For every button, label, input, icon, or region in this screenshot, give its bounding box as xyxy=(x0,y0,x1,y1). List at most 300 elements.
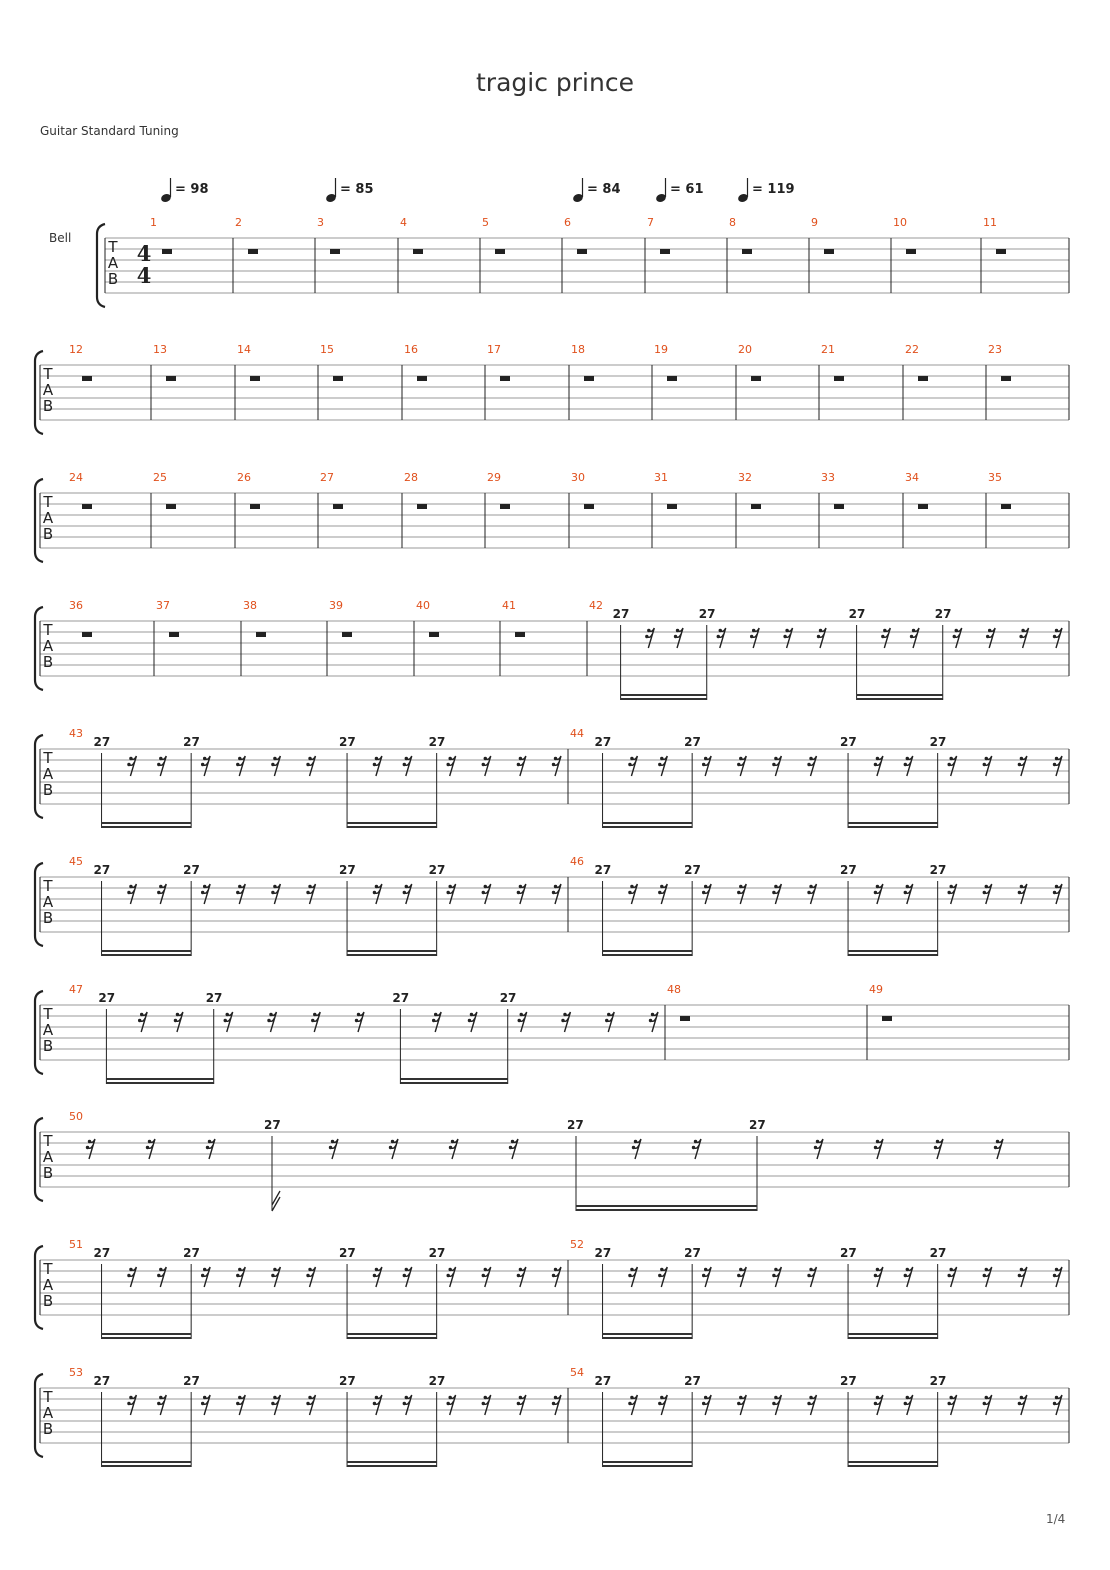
sixteenth-rest xyxy=(1018,756,1027,776)
note-beam xyxy=(848,954,938,956)
note-beam xyxy=(102,1337,192,1339)
sixteenth-rest xyxy=(224,1012,233,1032)
measure-number: 24 xyxy=(69,471,83,484)
whole-rest xyxy=(166,504,176,509)
whole-rest xyxy=(342,632,352,637)
sixteenth-rest xyxy=(552,884,561,904)
note-beam xyxy=(848,1465,938,1467)
system-bracket xyxy=(35,479,43,562)
sixteenth-rest xyxy=(1053,884,1062,904)
measure-number: 38 xyxy=(243,599,257,612)
tab-clef-letter: A xyxy=(42,1276,54,1294)
fret-number: 27 xyxy=(840,1246,857,1260)
sixteenth-rest xyxy=(881,628,890,648)
fret-number: 27 xyxy=(183,1374,200,1388)
sixteenth-rest xyxy=(904,1267,913,1287)
sixteenth-rest xyxy=(692,1139,701,1159)
fret-number: 27 xyxy=(428,863,446,877)
note-beam xyxy=(347,1461,437,1463)
measure-number: 54 xyxy=(570,1366,584,1379)
sixteenth-rest xyxy=(628,1267,637,1287)
sixteenth-rest xyxy=(201,1395,210,1415)
fret-number: 27 xyxy=(612,607,630,621)
sixteenth-rest xyxy=(509,1139,518,1159)
sixteenth-rest xyxy=(632,1139,641,1159)
sixteenth-rest xyxy=(517,1395,526,1415)
note-flag xyxy=(272,1191,280,1211)
note-beam xyxy=(102,1333,192,1335)
measure-number: 30 xyxy=(571,471,585,484)
tab-clef-letter: B xyxy=(42,397,54,415)
note-beam xyxy=(347,950,437,952)
note-beam xyxy=(347,1465,437,1467)
sixteenth-rest xyxy=(127,884,136,904)
measure-number: 45 xyxy=(69,855,83,868)
measure-number: 47 xyxy=(69,983,83,996)
tempo-marking: = 84 xyxy=(587,182,621,197)
whole-rest xyxy=(417,376,427,381)
sixteenth-rest xyxy=(201,756,210,776)
sixteenth-rest xyxy=(146,1139,155,1159)
tuning-label: Guitar Standard Tuning xyxy=(40,124,179,138)
time-signature-bottom: 4 xyxy=(136,263,152,288)
sixteenth-rest xyxy=(127,1267,136,1287)
sixteenth-rest xyxy=(934,1139,943,1159)
measure-number: 5 xyxy=(482,216,489,229)
measure-number: 35 xyxy=(988,471,1002,484)
sixteenth-rest xyxy=(403,1267,412,1287)
measure-number: 49 xyxy=(869,983,883,996)
whole-rest xyxy=(667,376,677,381)
whole-rest xyxy=(834,504,844,509)
sixteenth-rest xyxy=(236,756,245,776)
whole-rest xyxy=(882,1016,892,1021)
sixteenth-rest xyxy=(702,1395,711,1415)
measure-number: 12 xyxy=(69,343,83,356)
whole-rest xyxy=(250,504,260,509)
tab-clef-letter: A xyxy=(42,1404,54,1422)
fret-number: 27 xyxy=(840,735,857,749)
tab-clef-letter: A xyxy=(42,1148,54,1166)
sixteenth-rest xyxy=(271,1395,280,1415)
measure-number: 37 xyxy=(156,599,170,612)
fret-number: 27 xyxy=(183,1246,200,1260)
measure-number: 13 xyxy=(153,343,167,356)
whole-rest xyxy=(248,249,258,254)
whole-rest xyxy=(413,249,423,254)
sixteenth-rest xyxy=(127,756,136,776)
sixteenth-rest xyxy=(86,1139,95,1159)
whole-rest xyxy=(429,632,439,637)
note-beam xyxy=(106,1078,213,1080)
measure-number: 11 xyxy=(983,216,997,229)
sixteenth-rest xyxy=(306,1395,315,1415)
note-beam xyxy=(603,950,693,952)
tab-clef-letter: A xyxy=(42,765,54,783)
sixteenth-rest xyxy=(446,884,455,904)
fret-number: 27 xyxy=(929,1246,947,1260)
sixteenth-rest xyxy=(373,756,382,776)
sixteenth-rest xyxy=(482,756,491,776)
fret-number: 27 xyxy=(594,1246,612,1260)
note-beam xyxy=(400,1082,507,1084)
fret-number: 27 xyxy=(698,607,716,621)
fret-number: 27 xyxy=(684,863,701,877)
sixteenth-rest xyxy=(953,628,962,648)
system-bracket xyxy=(35,1246,43,1329)
whole-rest xyxy=(1001,376,1011,381)
whole-rest xyxy=(82,376,92,381)
tab-clef-letter: T xyxy=(108,238,118,256)
fret-number: 27 xyxy=(929,863,947,877)
tab-clef-letter: A xyxy=(42,1021,54,1039)
note-beam xyxy=(106,1082,213,1084)
sixteenth-rest xyxy=(403,756,412,776)
measure-number: 44 xyxy=(570,727,584,740)
sixteenth-rest xyxy=(817,628,826,648)
tab-clef-letter: A xyxy=(42,637,54,655)
fret-number: 27 xyxy=(264,1118,281,1132)
fret-number: 27 xyxy=(392,991,410,1005)
note-beam xyxy=(102,826,192,828)
sixteenth-rest xyxy=(482,1395,491,1415)
sixteenth-rest xyxy=(174,1012,183,1032)
sixteenth-rest xyxy=(306,756,315,776)
fret-number: 27 xyxy=(684,1246,701,1260)
sixteenth-rest xyxy=(236,1395,245,1415)
sixteenth-rest xyxy=(947,1267,956,1287)
measure-number: 17 xyxy=(487,343,501,356)
fret-number: 27 xyxy=(183,863,200,877)
whole-rest xyxy=(584,376,594,381)
system-bracket xyxy=(35,607,43,690)
tab-clef-letter: B xyxy=(42,653,54,671)
measure-number: 52 xyxy=(570,1238,584,1251)
measure-number: 21 xyxy=(821,343,835,356)
sixteenth-rest xyxy=(311,1012,320,1032)
whole-rest xyxy=(330,249,340,254)
time-signature-top: 4 xyxy=(136,241,152,266)
sixteenth-rest xyxy=(157,1395,166,1415)
tempo-marking: = 61 xyxy=(670,182,704,197)
sixteenth-rest xyxy=(628,1395,637,1415)
fret-number: 27 xyxy=(98,991,116,1005)
fret-number: 27 xyxy=(594,1374,612,1388)
measure-number: 8 xyxy=(729,216,736,229)
fret-number: 27 xyxy=(840,1374,857,1388)
measure-number: 50 xyxy=(69,1110,83,1123)
sixteenth-rest xyxy=(874,1139,883,1159)
sixteenth-rest xyxy=(874,884,883,904)
fret-number: 27 xyxy=(594,863,612,877)
measure-number: 40 xyxy=(416,599,430,612)
tab-clef-letter: T xyxy=(43,749,53,767)
sixteenth-rest xyxy=(552,1395,561,1415)
measure-number: 1 xyxy=(150,216,157,229)
sixteenth-rest xyxy=(468,1012,477,1032)
sixteenth-rest xyxy=(807,884,816,904)
fret-number: 27 xyxy=(428,1246,446,1260)
whole-rest xyxy=(680,1016,690,1021)
whole-rest xyxy=(333,376,343,381)
system-bracket xyxy=(35,863,43,946)
sixteenth-rest xyxy=(201,1267,210,1287)
sixteenth-rest xyxy=(658,884,667,904)
measure-number: 34 xyxy=(905,471,919,484)
tab-clef-letter: B xyxy=(42,1037,54,1055)
sixteenth-rest xyxy=(517,884,526,904)
whole-rest xyxy=(918,504,928,509)
sixteenth-rest xyxy=(874,1395,883,1415)
sixteenth-rest xyxy=(1053,628,1062,648)
whole-rest xyxy=(918,376,928,381)
measure-number: 43 xyxy=(69,727,83,740)
sixteenth-rest xyxy=(994,1139,1003,1159)
note-beam xyxy=(603,826,693,828)
sixteenth-rest xyxy=(605,1012,614,1032)
fret-number: 27 xyxy=(929,1374,947,1388)
measure-number: 32 xyxy=(738,471,752,484)
page-number: 1/4 xyxy=(1046,1512,1066,1526)
fret-number: 27 xyxy=(749,1118,766,1132)
note-beam xyxy=(400,1078,507,1080)
sixteenth-rest xyxy=(127,1395,136,1415)
sixteenth-rest xyxy=(306,1267,315,1287)
fret-number: 27 xyxy=(428,735,446,749)
sixteenth-rest xyxy=(389,1139,398,1159)
whole-rest xyxy=(667,504,677,509)
tab-clef-letter: A xyxy=(42,509,54,527)
sixteenth-rest xyxy=(517,1267,526,1287)
measure-number: 33 xyxy=(821,471,835,484)
sixteenth-rest xyxy=(702,884,711,904)
whole-rest xyxy=(515,632,525,637)
note-beam xyxy=(848,822,938,824)
system-bracket xyxy=(35,351,43,434)
note-beam xyxy=(603,1333,693,1335)
fret-number: 27 xyxy=(594,735,612,749)
measure-number: 6 xyxy=(564,216,571,229)
note-beam xyxy=(102,822,192,824)
sixteenth-rest xyxy=(983,756,992,776)
sixteenth-rest xyxy=(702,756,711,776)
measure-number: 10 xyxy=(893,216,907,229)
measure-number: 27 xyxy=(320,471,334,484)
note-beam xyxy=(603,822,693,824)
measure-number: 42 xyxy=(589,599,603,612)
sixteenth-rest xyxy=(658,1395,667,1415)
note-beam xyxy=(848,1333,938,1335)
sixteenth-rest xyxy=(561,1012,570,1032)
note-beam xyxy=(102,954,192,956)
tab-clef-letter: B xyxy=(42,781,54,799)
whole-rest xyxy=(660,249,670,254)
fret-number: 27 xyxy=(339,1246,356,1260)
note-beam xyxy=(102,950,192,952)
sixteenth-rest xyxy=(552,1267,561,1287)
note-beam xyxy=(857,698,943,700)
sixteenth-rest xyxy=(157,884,166,904)
fret-number: 27 xyxy=(183,735,200,749)
sixteenth-rest xyxy=(702,1267,711,1287)
note-beam xyxy=(347,826,437,828)
tempo-marking: = 98 xyxy=(175,182,209,197)
note-beam xyxy=(603,1337,693,1339)
tab-clef-letter: B xyxy=(107,270,119,288)
measure-number: 2 xyxy=(235,216,242,229)
sixteenth-rest xyxy=(201,884,210,904)
whole-rest xyxy=(906,249,916,254)
sixteenth-rest xyxy=(271,1267,280,1287)
tab-clef-letter: B xyxy=(42,909,54,927)
measure-number: 26 xyxy=(237,471,251,484)
system-bracket xyxy=(97,224,105,307)
measure-number: 9 xyxy=(811,216,818,229)
sixteenth-rest xyxy=(432,1012,441,1032)
tab-clef-letter: B xyxy=(42,525,54,543)
measure-number: 23 xyxy=(988,343,1002,356)
tab-clef-letter: T xyxy=(43,1005,53,1023)
fret-number: 27 xyxy=(93,735,111,749)
sixteenth-rest xyxy=(904,884,913,904)
sixteenth-rest xyxy=(206,1139,215,1159)
tab-clef-letter: A xyxy=(107,254,119,272)
sixteenth-rest xyxy=(737,1395,746,1415)
sixteenth-rest xyxy=(157,756,166,776)
measure-number: 39 xyxy=(329,599,343,612)
sixteenth-rest xyxy=(236,884,245,904)
fret-number: 27 xyxy=(339,1374,356,1388)
tab-clef-letter: T xyxy=(43,365,53,383)
sixteenth-rest xyxy=(449,1139,458,1159)
tab-clef-letter: T xyxy=(43,877,53,895)
sixteenth-rest xyxy=(403,1395,412,1415)
sixteenth-rest xyxy=(1018,1267,1027,1287)
sixteenth-rest xyxy=(482,1267,491,1287)
whole-rest xyxy=(1001,504,1011,509)
note-beam xyxy=(347,822,437,824)
note-beam xyxy=(621,694,707,696)
measure-number: 3 xyxy=(317,216,324,229)
sixteenth-rest xyxy=(373,1267,382,1287)
sixteenth-rest xyxy=(267,1012,276,1032)
note-beam xyxy=(102,1461,192,1463)
whole-rest xyxy=(834,376,844,381)
fret-number: 27 xyxy=(929,735,947,749)
note-beam xyxy=(576,1209,757,1211)
whole-rest xyxy=(82,504,92,509)
sixteenth-rest xyxy=(1018,884,1027,904)
note-beam xyxy=(347,1337,437,1339)
sixteenth-rest xyxy=(658,756,667,776)
score-title: tragic prince xyxy=(476,68,634,97)
measure-number: 25 xyxy=(153,471,167,484)
sixteenth-rest xyxy=(138,1012,147,1032)
sixteenth-rest xyxy=(772,884,781,904)
sixteenth-rest xyxy=(403,884,412,904)
whole-rest xyxy=(169,632,179,637)
fret-number: 27 xyxy=(205,991,223,1005)
sixteenth-rest xyxy=(783,628,792,648)
sixteenth-rest xyxy=(236,1267,245,1287)
measure-number: 31 xyxy=(654,471,668,484)
sixteenth-rest xyxy=(446,1267,455,1287)
tab-clef-letter: T xyxy=(43,1132,53,1150)
measure-number: 22 xyxy=(905,343,919,356)
fret-number: 27 xyxy=(934,607,952,621)
sixteenth-rest xyxy=(649,1012,658,1032)
fret-number: 27 xyxy=(848,607,866,621)
tab-clef-letter: B xyxy=(42,1164,54,1182)
sixteenth-rest xyxy=(446,756,455,776)
track-name: Bell xyxy=(49,231,72,245)
whole-rest xyxy=(256,632,266,637)
note-beam xyxy=(848,1461,938,1463)
fret-number: 27 xyxy=(684,1374,701,1388)
fret-number: 27 xyxy=(840,863,857,877)
sixteenth-rest xyxy=(772,756,781,776)
whole-rest xyxy=(500,504,510,509)
measure-number: 53 xyxy=(69,1366,83,1379)
note-beam xyxy=(603,1465,693,1467)
tab-clef-letter: T xyxy=(43,621,53,639)
whole-rest xyxy=(751,376,761,381)
measure-number: 4 xyxy=(400,216,407,229)
sixteenth-rest xyxy=(518,1012,527,1032)
sixteenth-rest xyxy=(983,884,992,904)
sixteenth-rest xyxy=(947,884,956,904)
note-beam xyxy=(848,1337,938,1339)
measure-number: 15 xyxy=(320,343,334,356)
tab-clef-letter: A xyxy=(42,381,54,399)
tab-clef-letter: T xyxy=(43,493,53,511)
sixteenth-rest xyxy=(355,1012,364,1032)
whole-rest xyxy=(742,249,752,254)
measure-number: 16 xyxy=(404,343,418,356)
whole-rest xyxy=(500,376,510,381)
sixteenth-rest xyxy=(628,756,637,776)
fret-number: 27 xyxy=(339,863,356,877)
sixteenth-rest xyxy=(373,1395,382,1415)
tempo-marking: = 119 xyxy=(752,182,795,197)
whole-rest xyxy=(577,249,587,254)
sixteenth-rest xyxy=(446,1395,455,1415)
measure-number: 36 xyxy=(69,599,83,612)
measure-number: 18 xyxy=(571,343,585,356)
note-beam xyxy=(857,694,943,696)
whole-rest xyxy=(996,249,1006,254)
measure-number: 51 xyxy=(69,1238,83,1251)
sixteenth-rest xyxy=(947,756,956,776)
whole-rest xyxy=(824,249,834,254)
measure-number: 14 xyxy=(237,343,251,356)
whole-rest xyxy=(166,376,176,381)
sixteenth-rest xyxy=(807,1267,816,1287)
sixteenth-rest xyxy=(482,884,491,904)
tab-clef-letter: B xyxy=(42,1420,54,1438)
note-beam xyxy=(603,954,693,956)
whole-rest xyxy=(250,376,260,381)
sixteenth-rest xyxy=(986,628,995,648)
measure-number: 20 xyxy=(738,343,752,356)
sixteenth-rest xyxy=(329,1139,338,1159)
sixteenth-rest xyxy=(750,628,759,648)
sixteenth-rest xyxy=(517,756,526,776)
sixteenth-rest xyxy=(807,1395,816,1415)
fret-number: 27 xyxy=(499,991,517,1005)
whole-rest xyxy=(584,504,594,509)
fret-number: 27 xyxy=(428,1374,446,1388)
